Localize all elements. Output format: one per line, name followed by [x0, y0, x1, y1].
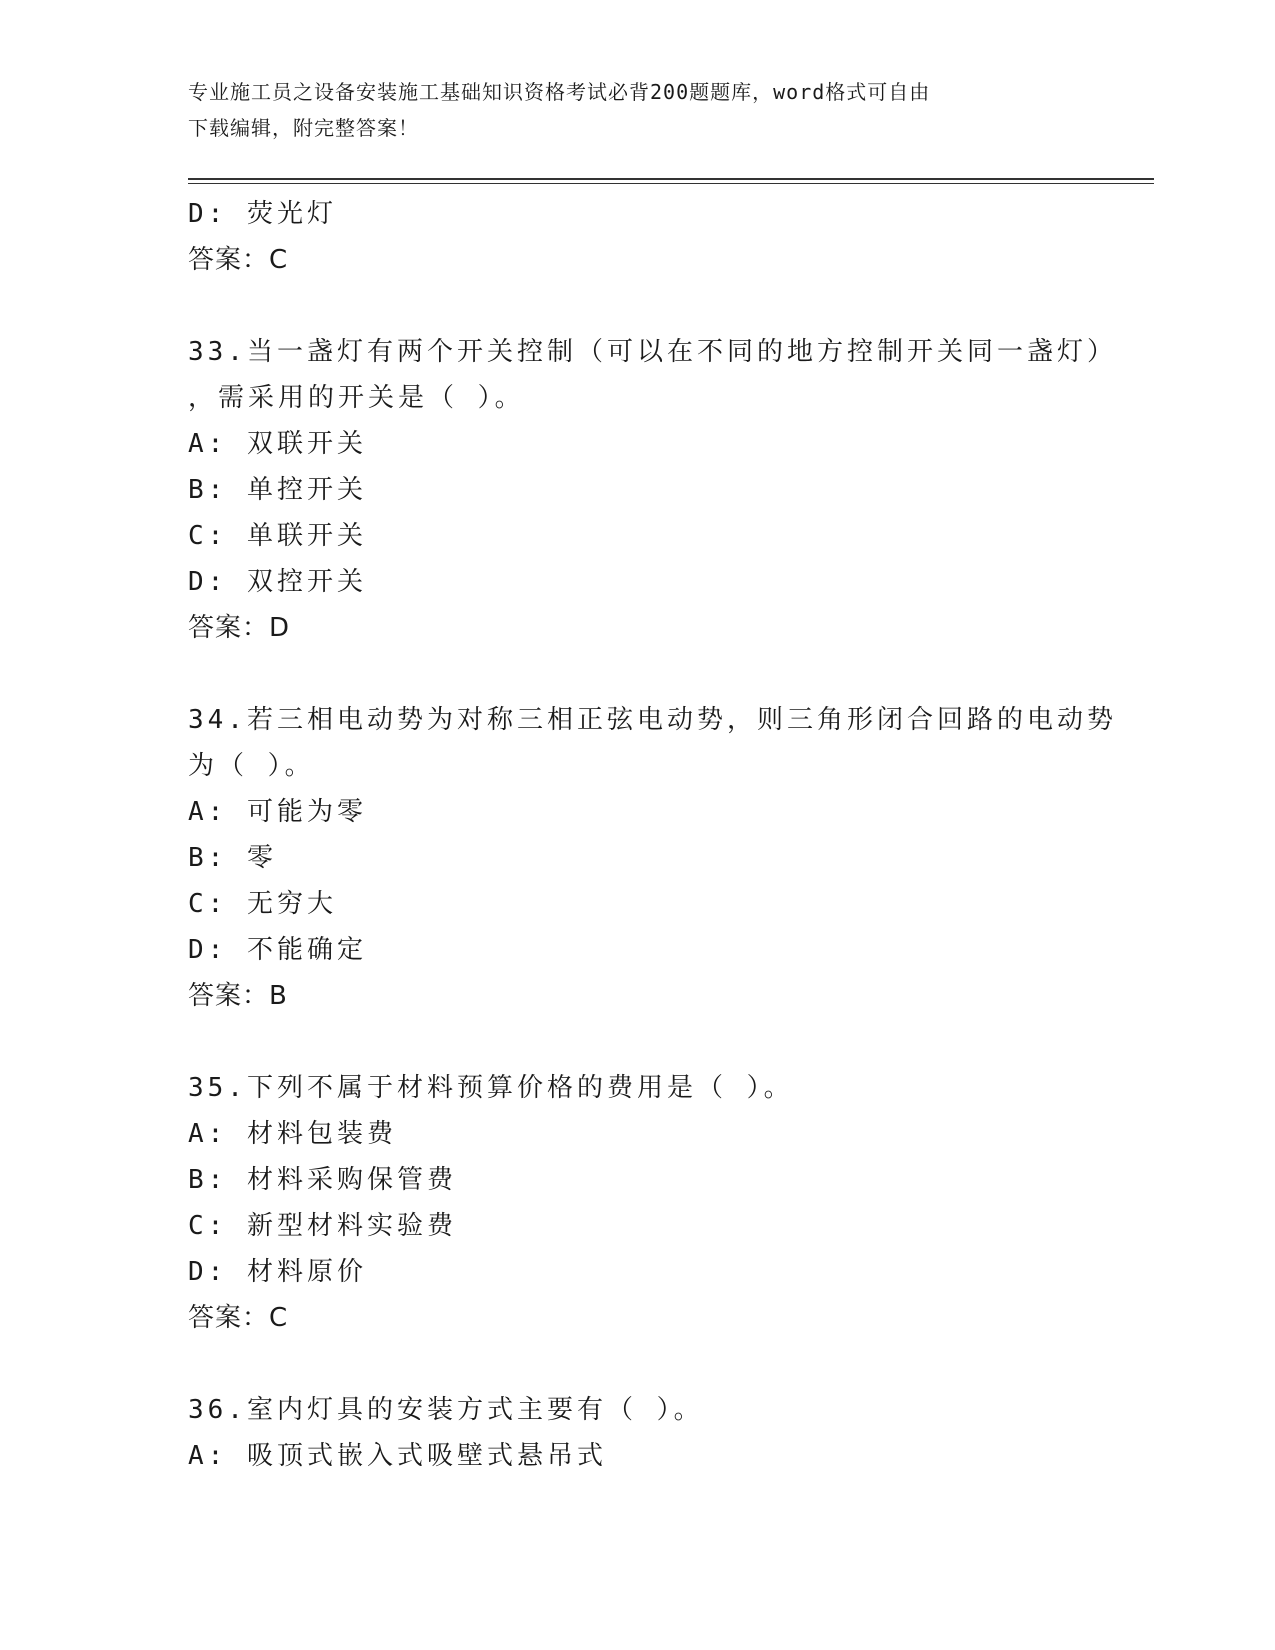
- option-c: C: 新型材料实验费: [188, 1211, 457, 1241]
- question-stem: 36.室内灯具的安装方式主要有（ ）。: [188, 1395, 704, 1425]
- question-34: [188, 697, 1128, 1019]
- previous-question-tail: [188, 191, 1128, 283]
- option-d: D: 双控开关: [188, 567, 367, 597]
- answer: 答案：C: [188, 1303, 289, 1333]
- question-stem-continued: 为（ ）。: [188, 751, 315, 781]
- question-stem: 35.下列不属于材料预算价格的费用是（ ）。: [188, 1073, 794, 1103]
- header-line-2: 下载编辑，附完整答案！: [188, 116, 419, 140]
- option-d: D: 荧光灯: [188, 199, 337, 229]
- question-stem: 33.当一盏灯有两个开关控制（可以在不同的地方控制开关同一盏灯）: [188, 337, 1117, 367]
- option-c: C: 无穷大: [188, 889, 337, 919]
- option-b: B: 单控开关: [188, 475, 367, 505]
- answer: 答案：B: [188, 981, 288, 1011]
- question-stem: 34.若三相电动势为对称三相正弦电动势，则三角形闭合回路的电动势: [188, 705, 1117, 735]
- option-d: D: 材料原价: [188, 1257, 367, 1287]
- option-d: D: 不能确定: [188, 935, 367, 965]
- header-line-1: 专业施工员之设备安装施工基础知识资格考试必背200题题库，word格式可自由: [188, 80, 931, 104]
- option-a: A: 双联开关: [188, 429, 367, 459]
- answer: 答案：C: [188, 245, 289, 275]
- answer: 答案：D: [188, 613, 291, 643]
- option-a: A: 吸顶式嵌入式吸壁式悬吊式: [188, 1441, 607, 1471]
- document-header: [188, 74, 1088, 146]
- question-list: [188, 191, 1128, 1479]
- option-b: B: 零: [188, 843, 277, 873]
- question-35: [188, 1065, 1128, 1341]
- header-divider-thin: [188, 183, 1154, 184]
- option-b: B: 材料采购保管费: [188, 1165, 457, 1195]
- question-36: [188, 1387, 1128, 1479]
- question-33: [188, 329, 1128, 651]
- option-a: A: 材料包装费: [188, 1119, 397, 1149]
- question-stem-continued: ，需采用的开关是（ ）。: [188, 383, 525, 413]
- option-a: A: 可能为零: [188, 797, 367, 827]
- option-c: C: 单联开关: [188, 521, 367, 551]
- header-divider-thick: [188, 178, 1154, 180]
